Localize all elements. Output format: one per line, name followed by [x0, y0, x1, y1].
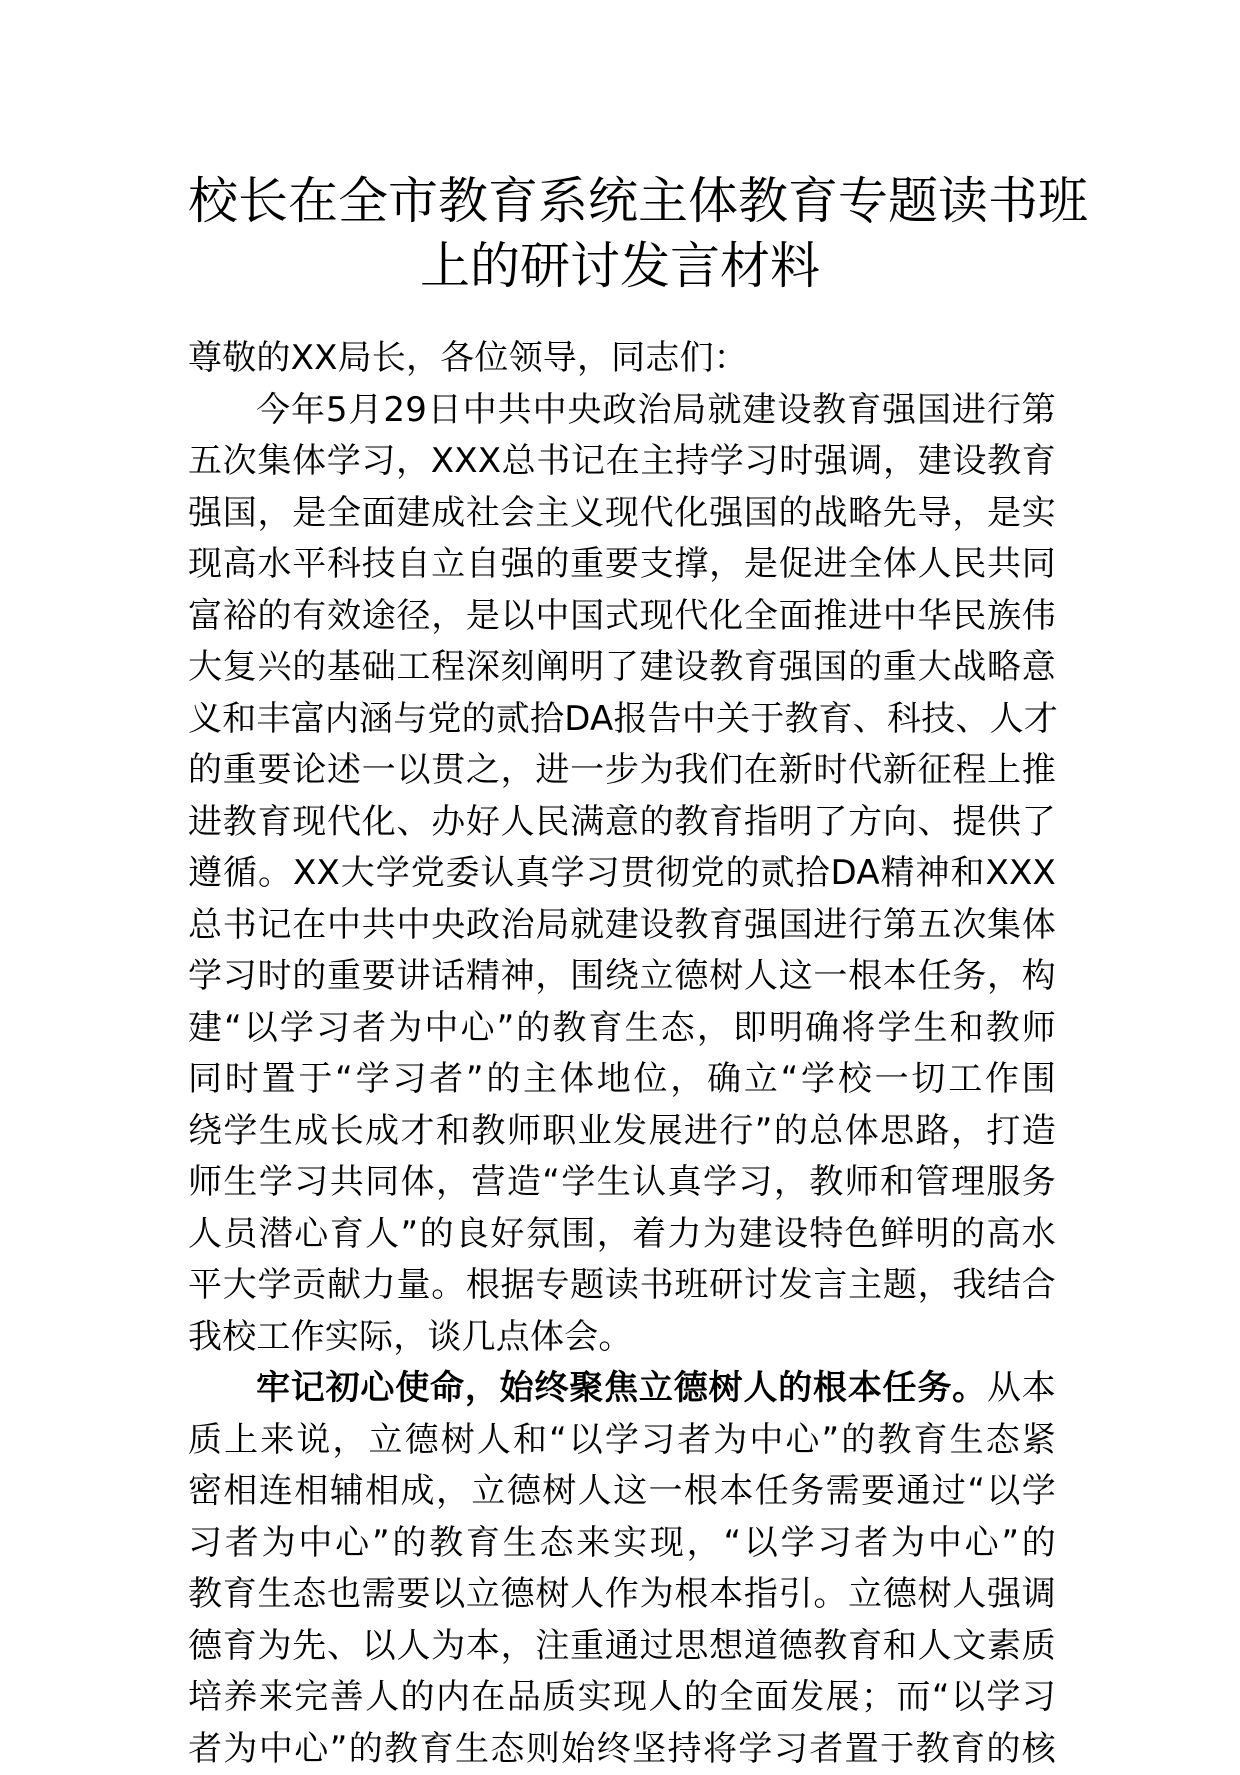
paragraph-line: 同时置于“学习者”的主体地位，确立“学校一切工作围 [188, 1054, 1056, 1106]
paragraph-line: 五次集体学习，XXX总书记在主持学习时强调，建设教育 [188, 436, 1056, 488]
document-title-line-2: 上的研讨发言材料 [188, 236, 1052, 296]
paragraph-line: 总书记在中共中央政治局就建设教育强国进行第五次集体 [188, 900, 1056, 952]
paragraph-line: 人员潜心育人”的良好氛围，着力为建设特色鲜明的高水 [188, 1209, 1056, 1261]
paragraph-line: 义和丰富内涵与党的贰拾DA报告中关于教育、科技、人才 [188, 694, 1056, 746]
paragraph-line: 平大学贡献力量。根据专题读书班研讨发言主题，我结合 [188, 1260, 1056, 1312]
document-title-line-1: 校长在全市教育系统主体教育专题读书班 [188, 171, 1052, 231]
paragraph-line: 我校工作实际，谈几点体会。 [188, 1312, 1056, 1364]
paragraph-line: 德育为先、以人为本，注重通过思想道德教育和人文素质 [188, 1621, 1056, 1673]
paragraph-line: 培养来完善人的内在品质实现人的全面发展；而“以学习 [188, 1672, 1056, 1724]
paragraph-line: 现高水平科技自立自强的重要支撑，是促进全体人民共同 [188, 539, 1056, 591]
paragraph-line: 今年5月29日中共中央政治局就建设教育强国进行第 [188, 385, 1056, 437]
paragraph-line: 学习时的重要讲话精神，围绕立德树人这一根本任务，构 [188, 951, 1056, 1003]
paragraph-line: 密相连相辅相成，立德树人这一根本任务需要通过“以学 [188, 1466, 1056, 1518]
paragraph-line [188, 1363, 1056, 1415]
paragraph-line: 质上来说，立德树人和“以学习者为中心”的教育生态紧 [188, 1415, 1056, 1467]
paragraph-line: 者为中心”的教育生态则始终坚持将学习者置于教育的核 [188, 1724, 1056, 1775]
paragraph-line: 绕学生成长成才和教师职业发展进行”的总体思路，打造 [188, 1106, 1056, 1158]
paragraph-section-1 [188, 1363, 1056, 1775]
paragraph-line: 的重要论述一以贯之，进一步为我们在新时代新征程上推 [188, 745, 1056, 797]
paragraph-line: 教育生态也需要以立德树人作为根本指引。立德树人强调 [188, 1569, 1056, 1621]
paragraph-line: 建“以学习者为中心”的教育生态，即明确将学生和教师 [188, 1003, 1056, 1055]
document-body [188, 333, 1056, 1775]
paragraph-line: 习者为中心”的教育生态来实现，“以学习者为中心”的 [188, 1518, 1056, 1570]
paragraph-line: 富裕的有效途径，是以中国式现代化全面推进中华民族伟 [188, 591, 1056, 643]
paragraph-line: 遵循。XX大学党委认真学习贯彻党的贰拾DA精神和XXX [188, 848, 1056, 900]
paragraph-line: 师生学习共同体，营造“学生认真学习，教师和管理服务 [188, 1157, 1056, 1209]
section-heading-continuation: 从本 [987, 1368, 1056, 1408]
salutation: 尊敬的XX局长，各位领导，同志们： [188, 333, 1056, 385]
section-heading: 牢记初心使命，始终聚焦立德树人的根本任务。 [256, 1368, 987, 1408]
paragraph-line: 强国，是全面建成社会主义现代化强国的战略先导，是实 [188, 488, 1056, 540]
paragraph-line: 大复兴的基础工程深刻阐明了建设教育强国的重大战略意 [188, 642, 1056, 694]
paragraph-intro [188, 385, 1056, 1364]
paragraph-line: 进教育现代化、办好人民满意的教育指明了方向、提供了 [188, 797, 1056, 849]
